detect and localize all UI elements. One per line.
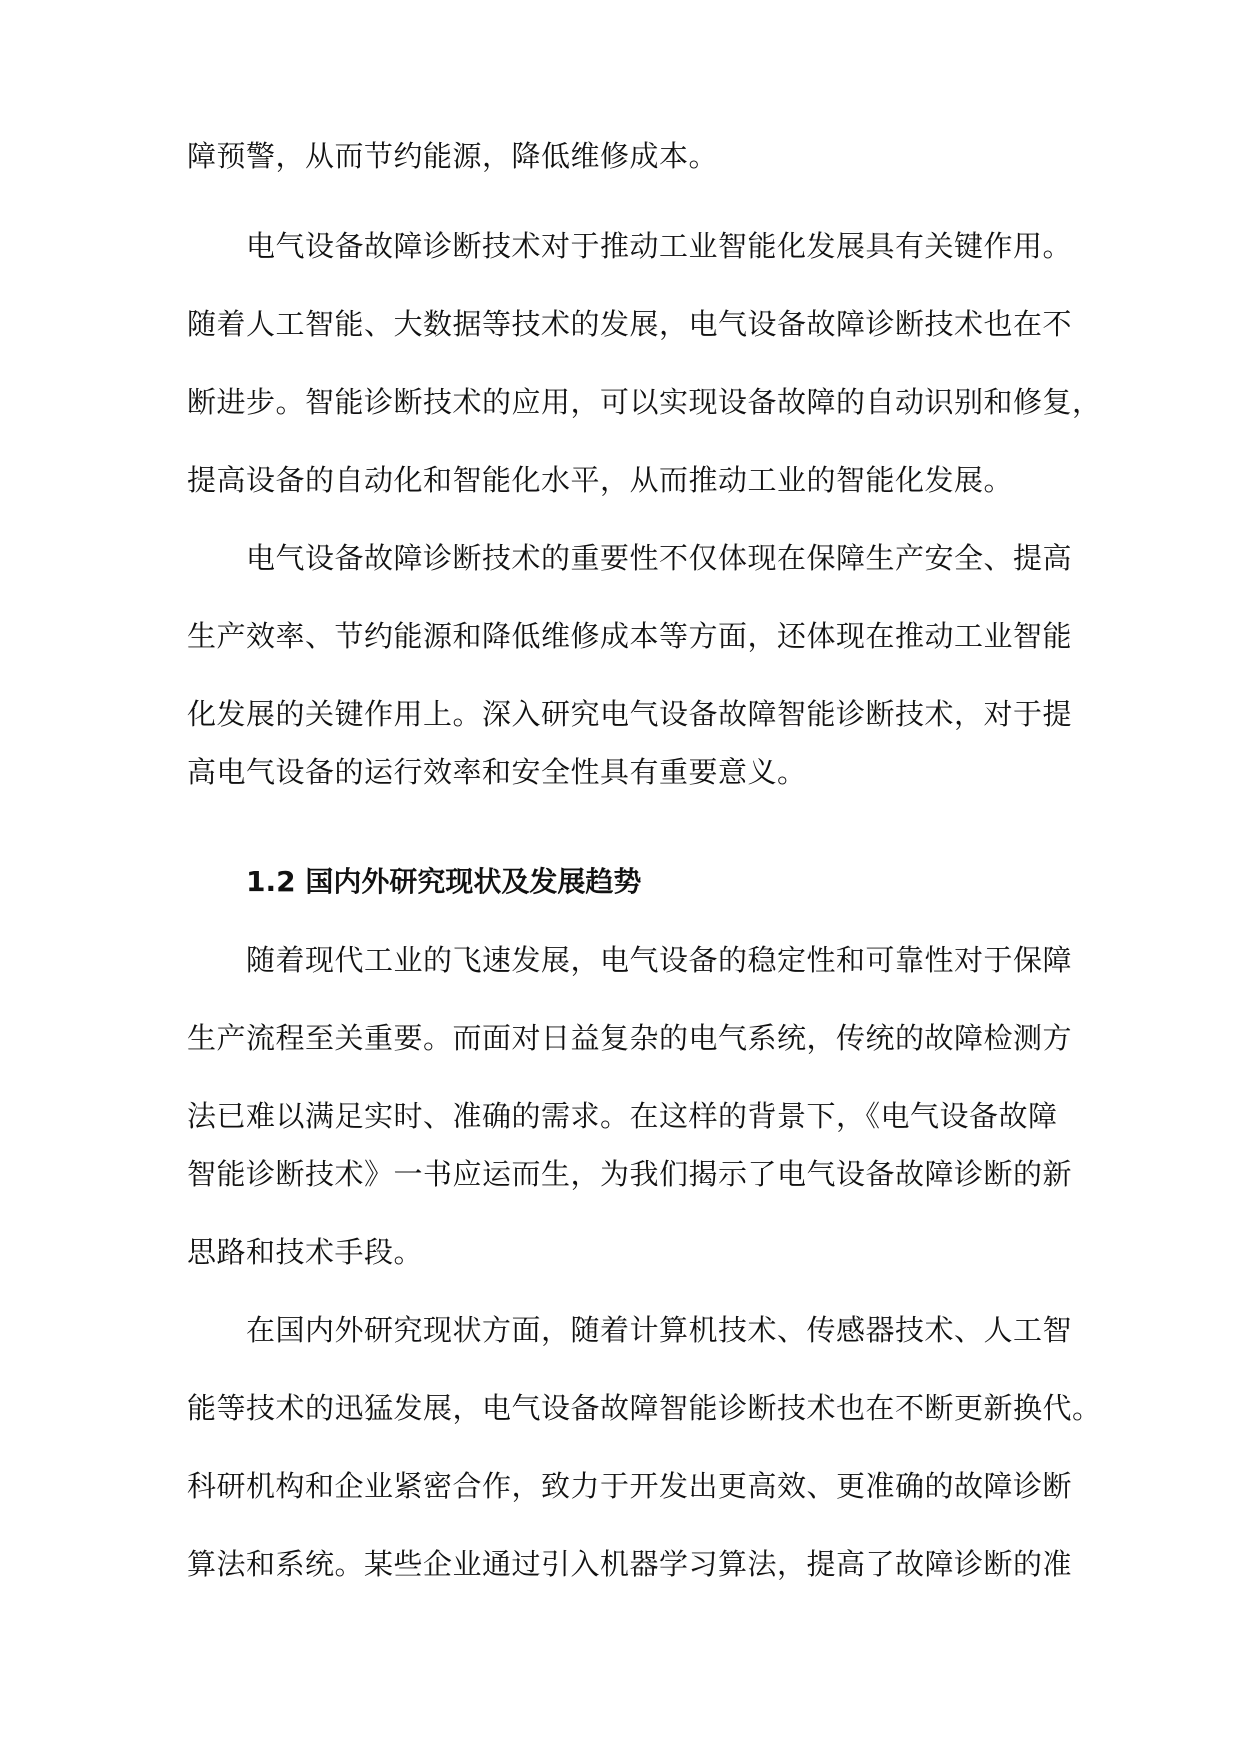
text-line: 算法和系统。某些企业通过引入机器学习算法，提高了故障诊断的准 <box>187 1547 1073 1581</box>
section-heading <box>246 864 641 900</box>
text-line: 电气设备故障诊断技术对于推动工业智能化发展具有关键作用。 <box>246 229 1073 263</box>
text-line: 生产效率、节约能源和降低维修成本等方面，还体现在推动工业智能 <box>187 619 1073 653</box>
section-title: 国内外研究现状及发展趋势 <box>305 865 642 898</box>
text-line: 智能诊断技术》一书应运而生，为我们揭示了电气设备故障诊断的新 <box>187 1157 1073 1191</box>
text-line: 思路和技术手段。 <box>187 1235 424 1269</box>
text-line: 断进步。智能诊断技术的应用，可以实现设备故障的自动识别和修复， <box>187 385 1102 419</box>
text-line: 化发展的关键作用上。深入研究电气设备故障智能诊断技术，对于提 <box>187 697 1073 731</box>
text-line: 障预警，从而节约能源，降低维修成本。 <box>187 139 719 173</box>
text-line: 提高设备的自动化和智能化水平，从而推动工业的智能化发展。 <box>187 463 1014 497</box>
text-line: 高电气设备的运行效率和安全性具有重要意义。 <box>187 755 807 789</box>
text-line: 能等技术的迅猛发展，电气设备故障智能诊断技术也在不断更新换代。 <box>187 1391 1102 1425</box>
text-line: 生产流程至关重要。而面对日益复杂的电气系统，传统的故障检测方 <box>187 1021 1073 1055</box>
text-line: 随着现代工业的飞速发展，电气设备的稳定性和可靠性对于保障 <box>246 943 1073 977</box>
text-line: 在国内外研究现状方面，随着计算机技术、传感器技术、人工智 <box>246 1313 1073 1347</box>
section-number: 1.2 <box>246 865 296 898</box>
text-line: 随着人工智能、大数据等技术的发展，电气设备故障诊断技术也在不 <box>187 307 1073 341</box>
text-line: 科研机构和企业紧密合作，致力于开发出更高效、更准确的故障诊断 <box>187 1469 1073 1503</box>
text-line: 电气设备故障诊断技术的重要性不仅体现在保障生产安全、提高 <box>246 541 1073 575</box>
text-line: 法已难以满足实时、准确的需求。在这样的背景下，《电气设备故障 <box>187 1099 1058 1133</box>
